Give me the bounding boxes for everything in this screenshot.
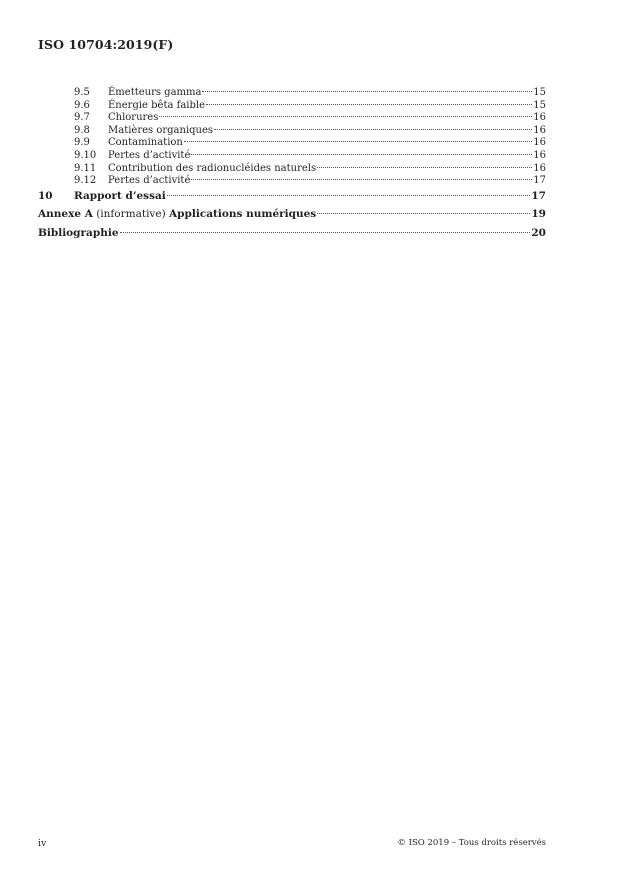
dot-leader [191,179,532,180]
copyright-notice: © ISO 2019 – Tous droits réservés [397,838,546,848]
toc-entry-annex-a[interactable] [38,205,546,224]
toc-entry-9-6[interactable] [38,100,546,113]
document-id-header: ISO 10704:2019(F) [38,37,174,52]
toc-entry-title: Chlorures [108,112,159,124]
toc-entry-number: 9.5 [74,87,90,98]
dot-leader [167,195,531,196]
toc-entry-number: 9.11 [74,162,97,174]
table-of-contents [38,87,546,243]
toc-entry-number: 9.6 [74,99,90,111]
toc-entry-page: 15 [533,99,546,111]
toc-entry-page: 16 [533,112,546,124]
toc-entry-9-9[interactable] [38,137,546,150]
toc-entry-title: Pertes d’activité [108,175,191,187]
toc-entry-number: 9.10 [74,149,97,161]
toc-entry-number: 9.8 [74,124,90,136]
toc-entry-title: Matières organiques [108,124,214,136]
toc-entry-page: 17 [531,189,546,202]
dot-leader [184,141,532,142]
annex-label: Annexe A [38,208,93,221]
annex-qualifier: (informative) [96,208,166,221]
toc-entry-page: 20 [531,227,546,240]
toc-entry-page: 16 [533,162,546,174]
toc-entry-page: 16 [533,149,546,161]
dot-leader [202,91,532,92]
toc-entry-page: 16 [533,124,546,136]
annex-title: Applications numériques [169,208,317,221]
toc-entry-page: 15 [533,87,546,98]
dot-leader [159,116,532,117]
toc-entry-number: 10 [38,189,53,202]
page-number: iv [38,838,47,849]
dot-leader [317,167,532,168]
toc-entry-9-7[interactable] [38,112,546,125]
toc-annex-heading [38,205,316,224]
toc-entry-9-5[interactable] [38,87,546,100]
dot-leader [206,104,532,105]
toc-entry-page: 17 [533,175,546,187]
toc-entry-title: Énergie bêta faible [108,99,205,111]
dot-leader [317,213,530,214]
toc-entry-number: 9.7 [74,112,90,124]
dot-leader [120,232,531,233]
dot-leader [214,129,532,130]
toc-entry-bibliography[interactable] [38,224,546,243]
toc-entry-9-12[interactable] [38,175,546,188]
toc-entry-number: 9.9 [74,137,90,149]
toc-entry-title: Pertes d’activité [108,149,191,161]
toc-entry-9-11[interactable] [38,163,546,176]
toc-entry-number: 9.12 [74,175,97,187]
toc-entry-10[interactable] [38,188,546,206]
toc-entry-page: 16 [533,137,546,149]
toc-entry-title: Émetteurs gamma [108,87,202,98]
toc-entry-title: Bibliographie [38,227,119,240]
dot-leader [191,154,532,155]
toc-entry-title: Rapport d’essai [74,189,166,202]
toc-entry-page: 19 [531,208,546,221]
toc-entry-title: Contribution des radionucléides naturels [108,162,317,174]
toc-entry-title: Contamination [108,137,183,149]
toc-entry-9-8[interactable] [38,125,546,138]
toc-entry-9-10[interactable] [38,150,546,163]
